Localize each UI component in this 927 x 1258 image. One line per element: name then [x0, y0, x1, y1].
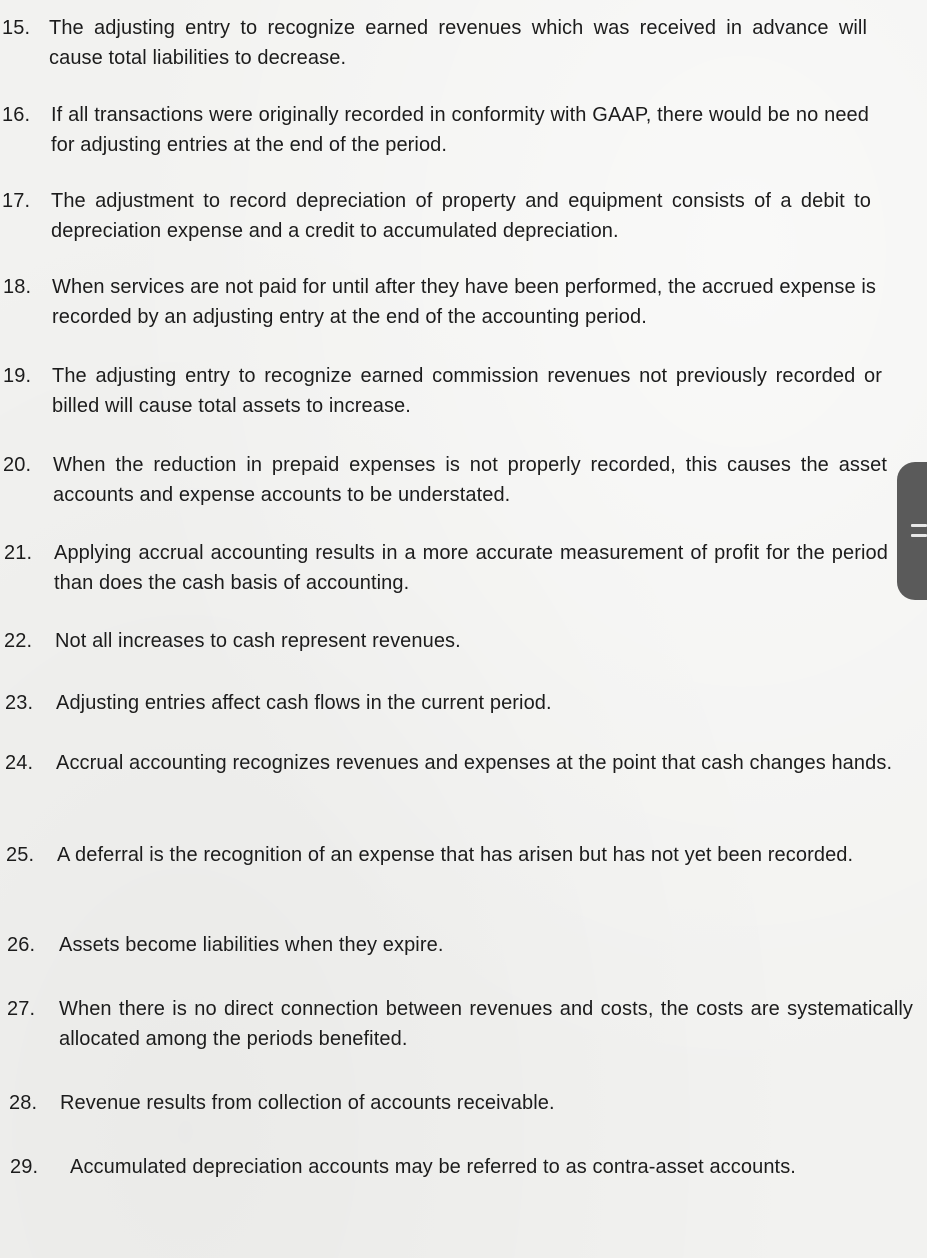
question-number: 18. [3, 276, 32, 298]
question-number: 20. [3, 454, 32, 476]
question-text: If all transactions were originally recorded in conformity with GAAP, there would be no need for adjusting entries at the end of the period. [51, 104, 869, 156]
side-panel-handle[interactable] [897, 462, 927, 600]
question-number: 23. [5, 692, 34, 714]
question-text: Revenue results from collection of accounts receivable. [60, 1092, 555, 1114]
question-text: The adjusting entry to recognize earned revenues which was received in advance will cause total liabilities to decrease. [49, 17, 867, 69]
question-number: 27. [7, 998, 36, 1020]
question-text: Not all increases to cash represent revenues. [55, 630, 461, 652]
question-number: 28. [9, 1092, 38, 1114]
question-number: 17. [2, 190, 31, 212]
question-text: Adjusting entries affect cash flows in the current period. [56, 692, 552, 714]
question-number: 15. [2, 17, 31, 39]
question-number: 25. [6, 844, 35, 866]
handle-grip-icon [911, 534, 927, 537]
question-text: When the reduction in prepaid expenses is not properly recorded, this causes the asset accounts and expense accounts to be understated. [53, 454, 887, 506]
question-text: When services are not paid for until after they have been performed, the accrued expense is recorded by an adjusting entry at the end of the accounting period. [52, 276, 877, 328]
question-text: Accrual accounting recognizes revenues and expenses at the point that cash changes hands. [56, 752, 893, 774]
question-text: The adjusting entry to recognize earned commission revenues not previously recorded or billed will cause total assets to increase. [52, 365, 882, 417]
question-number: 21. [4, 542, 33, 564]
question-number: 26. [7, 934, 36, 956]
question-text: A deferral is the recognition of an expense that has arisen but has not yet been recorded. [57, 844, 854, 866]
question-text: Accumulated depreciation accounts may be referred to as contra-asset accounts. [70, 1156, 796, 1178]
question-text: Assets become liabilities when they expire. [59, 934, 444, 956]
question-number: 16. [2, 104, 31, 126]
question-number: 19. [3, 365, 32, 387]
question-text: Applying accrual accounting results in a more accurate measurement of profit for the period than does the cash basis of accounting. [54, 542, 888, 594]
question-number: 22. [4, 630, 33, 652]
question-number: 29. [10, 1156, 39, 1178]
question-text: When there is no direct connection between revenues and costs, the costs are systematically allocated among the periods benefited. [59, 998, 913, 1050]
question-number: 24. [5, 752, 34, 774]
question-text: The adjustment to record depreciation of property and equipment consists of a debit to depreciation expense and a credit to accumulated depreciation. [51, 190, 871, 242]
handle-grip-icon [911, 524, 927, 527]
